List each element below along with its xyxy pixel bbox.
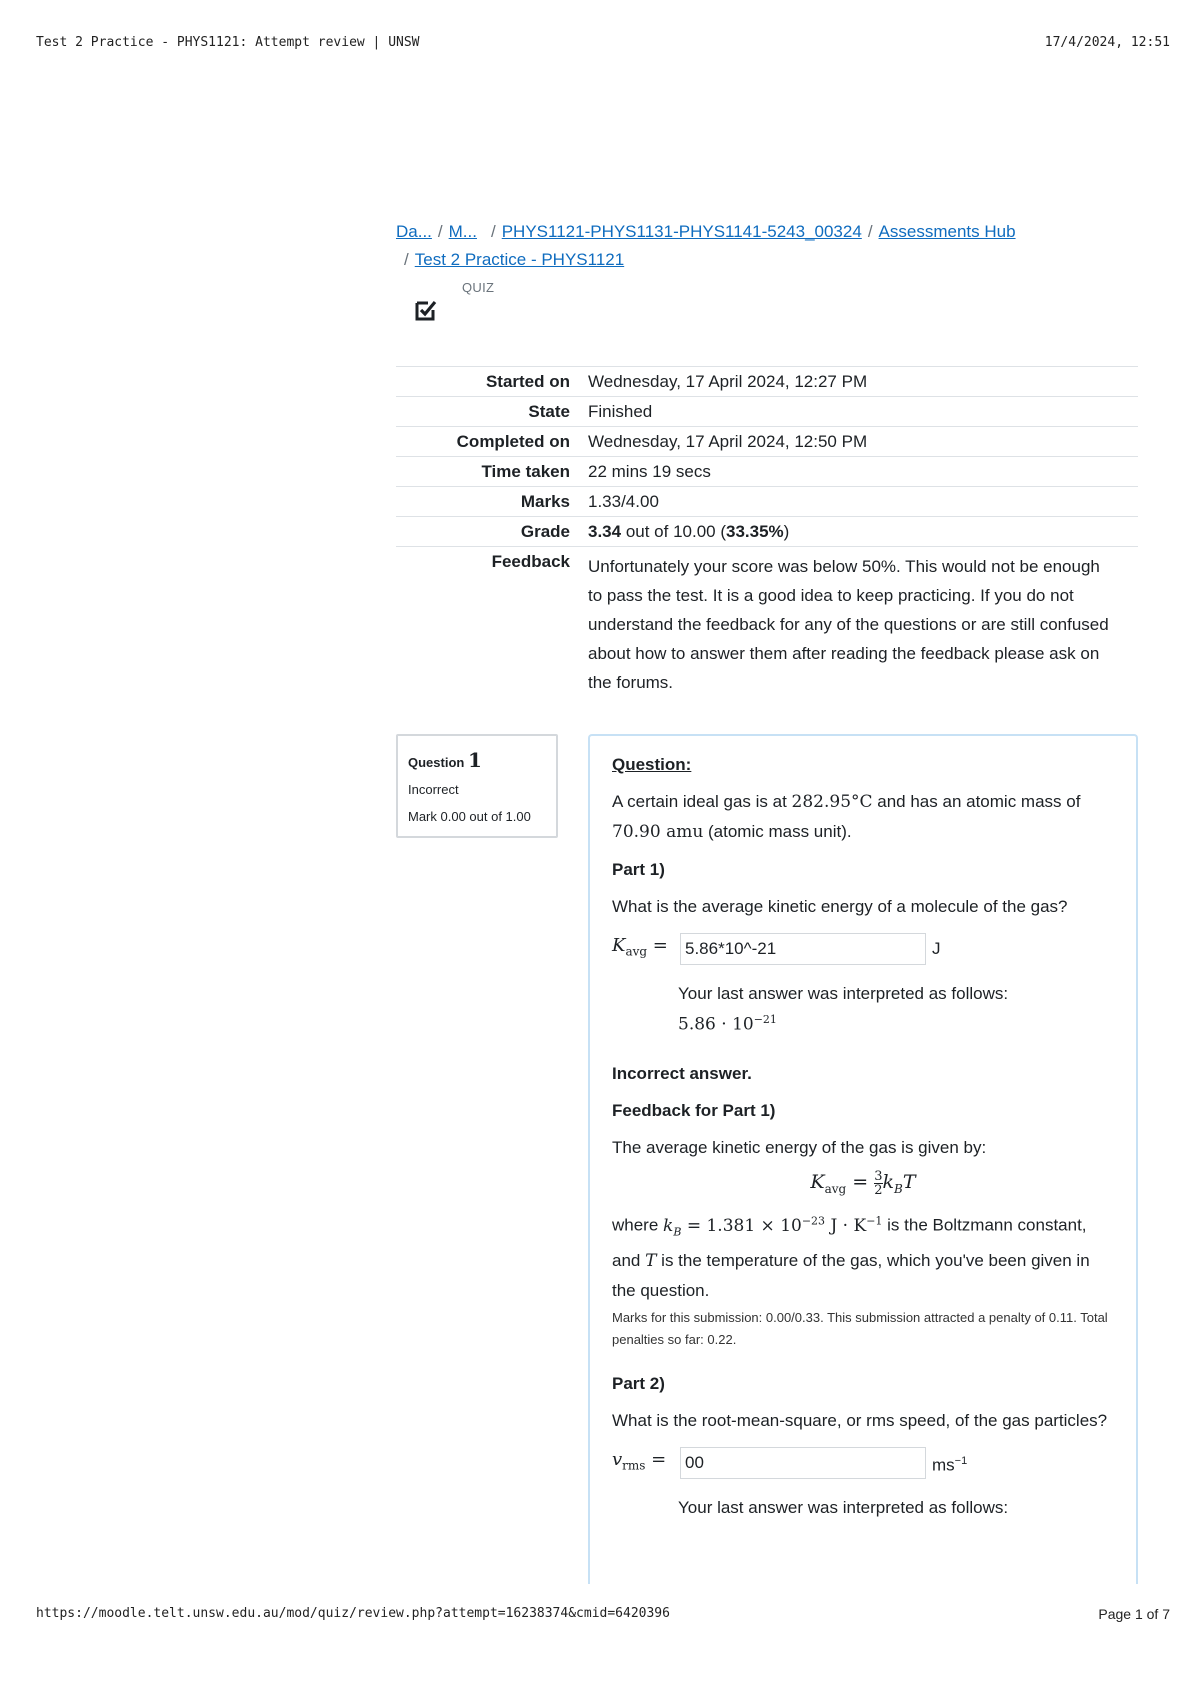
print-datetime: 17/4/2024, 12:51 xyxy=(1044,35,1170,50)
summary-row-completed xyxy=(396,427,1138,457)
breadcrumb-separator: / xyxy=(437,222,443,241)
grade-close: ) xyxy=(783,522,790,541)
summary-label: Time taken xyxy=(481,462,570,481)
summary-value xyxy=(582,517,1138,547)
part-1-feedback-title: Feedback for Part 1) xyxy=(612,1101,776,1121)
summary-label: Marks xyxy=(520,492,570,511)
print-page-number: Page 1 of 7 xyxy=(1098,1606,1170,1622)
part-1-answer-input[interactable] xyxy=(680,933,926,965)
grade-out-of: out of 10.00 ( xyxy=(621,522,726,541)
summary-row-state xyxy=(396,397,1138,427)
summary-label: Grade xyxy=(520,522,570,541)
part-2-answer-row xyxy=(612,1445,1114,1481)
summary-label: Completed on xyxy=(456,432,570,451)
part-1-result: Incorrect answer. xyxy=(612,1064,752,1084)
print-url: https://moodle.telt.unsw.edu.au/mod/quiz/review.php?attempt=16238374&cmid=6420396 xyxy=(36,1606,670,1621)
part-1-feedback-intro: The average kinetic energy of the gas is given by: xyxy=(612,1138,987,1158)
question-number: Question 1 xyxy=(408,748,482,772)
part-2-prompt: What is the root-mean-square, or rms speed, of the gas particles? xyxy=(612,1411,1108,1431)
grade-score: 3.34 xyxy=(588,522,622,541)
summary-value: 22 mins 19 secs xyxy=(588,462,711,481)
summary-row-started xyxy=(396,367,1138,397)
part-1-answer-row xyxy=(612,931,1114,967)
breadcrumb-dashboard[interactable]: Da... xyxy=(396,222,432,241)
main-content xyxy=(396,218,1138,1517)
temperature-value: 282.95°C xyxy=(791,792,873,812)
summary-row-feedback xyxy=(396,547,1138,702)
breadcrumb-quiz[interactable]: Test 2 Practice - PHYS1121 xyxy=(414,250,625,269)
summary-value: Wednesday, 17 April 2024, 12:27 PM xyxy=(588,372,868,391)
breadcrumb-separator: / xyxy=(867,222,873,241)
question-heading: Question: xyxy=(612,755,692,774)
grade-percent: 33.35% xyxy=(726,522,784,541)
summary-row-time-taken xyxy=(396,457,1138,487)
part-1-prompt: What is the average kinetic energy of a molecule of the gas? xyxy=(612,897,1068,916)
question-number-value: 1 xyxy=(467,748,482,772)
attempt-summary-table xyxy=(396,366,1138,701)
part-2-title: Part 2) xyxy=(612,1374,665,1394)
summary-row-grade xyxy=(396,517,1138,547)
part-2-interpretation: Your last answer was interpreted as follows: xyxy=(678,1497,1009,1517)
question-grade: Mark 0.00 out of 1.00 xyxy=(408,809,531,824)
question-state: Incorrect xyxy=(408,782,459,797)
question-content xyxy=(588,734,1138,1584)
part-2-variable: $v_{rms}$ = xyxy=(612,1449,667,1473)
part-1-interpretation: Your last answer was interpreted as follows: $5.86 \cdot 10^{-21}$ xyxy=(678,981,1114,1038)
summary-value: 1.33/4.00 xyxy=(588,492,659,511)
breadcrumb xyxy=(396,218,1138,274)
activity-header xyxy=(396,280,1138,338)
breadcrumb-course[interactable]: PHYS1121-PHYS1131-PHYS1141-5243_00324 xyxy=(501,222,862,241)
summary-value: Finished xyxy=(588,402,653,421)
summary-label: Started on xyxy=(485,372,570,391)
part-2-unit: $ms^{-1}$ xyxy=(932,1454,968,1475)
activity-type-label: QUIZ xyxy=(462,280,495,295)
part-1-variable: $K_{avg}$ = xyxy=(612,935,668,959)
part-1-feedback-explanation: where $k_B = 1.381 \times 10^{-23}$ $J \cdot K^{-1}$ is the Boltzmann constant, and T is the temperature of the gas, which you've been given in the question. xyxy=(612,1214,1090,1301)
summary-label: State xyxy=(528,402,570,421)
overall-feedback: Unfortunately your score was below 50%. This would not be enough to pass the test. It is a good idea to keep practicing. If you do not understand the feedback for any of the questions or are still confused about how to answer them after reading the feedback please ask on the forums. xyxy=(588,557,1109,692)
breadcrumb-separator: / xyxy=(404,250,409,269)
breadcrumb-separator: / xyxy=(490,222,496,241)
question-text: A certain ideal gas is at 282.95°C and has an atomic mass of 70.90 amu (atomic mass unit). xyxy=(612,792,1081,842)
summary-row-marks xyxy=(396,487,1138,517)
kinetic-energy-formula: $K_{avg}$ = $\frac{3}{2}$ $k_BT$ xyxy=(810,1168,916,1198)
summary-value: Wednesday, 17 April 2024, 12:50 PM xyxy=(588,432,868,451)
part-1-interpreted-value: $5.86 \cdot 10^{-21}$ xyxy=(678,1012,777,1035)
question-info-box xyxy=(396,734,558,838)
breadcrumb-my-courses[interactable]: M... xyxy=(448,222,477,241)
part-1-unit: J xyxy=(932,939,941,959)
breadcrumb-assessments-hub[interactable]: Assessments Hub xyxy=(878,222,1016,241)
print-footer xyxy=(36,1606,1170,1622)
mass-value: 70.90 amu xyxy=(612,822,704,842)
part-1-marks-note: Marks for this submission: 0.00/0.33. This submission attracted a penalty of 0.11. Total penalties so far: 0.22. xyxy=(612,1310,1108,1348)
summary-label: Feedback xyxy=(491,552,570,571)
quiz-check-icon xyxy=(414,298,438,322)
print-header xyxy=(36,35,1170,50)
print-page-title: Test 2 Practice - PHYS1121: Attempt review | UNSW xyxy=(36,35,420,50)
part-1-title: Part 1) xyxy=(612,860,665,879)
part-2-answer-input[interactable] xyxy=(680,1447,926,1479)
